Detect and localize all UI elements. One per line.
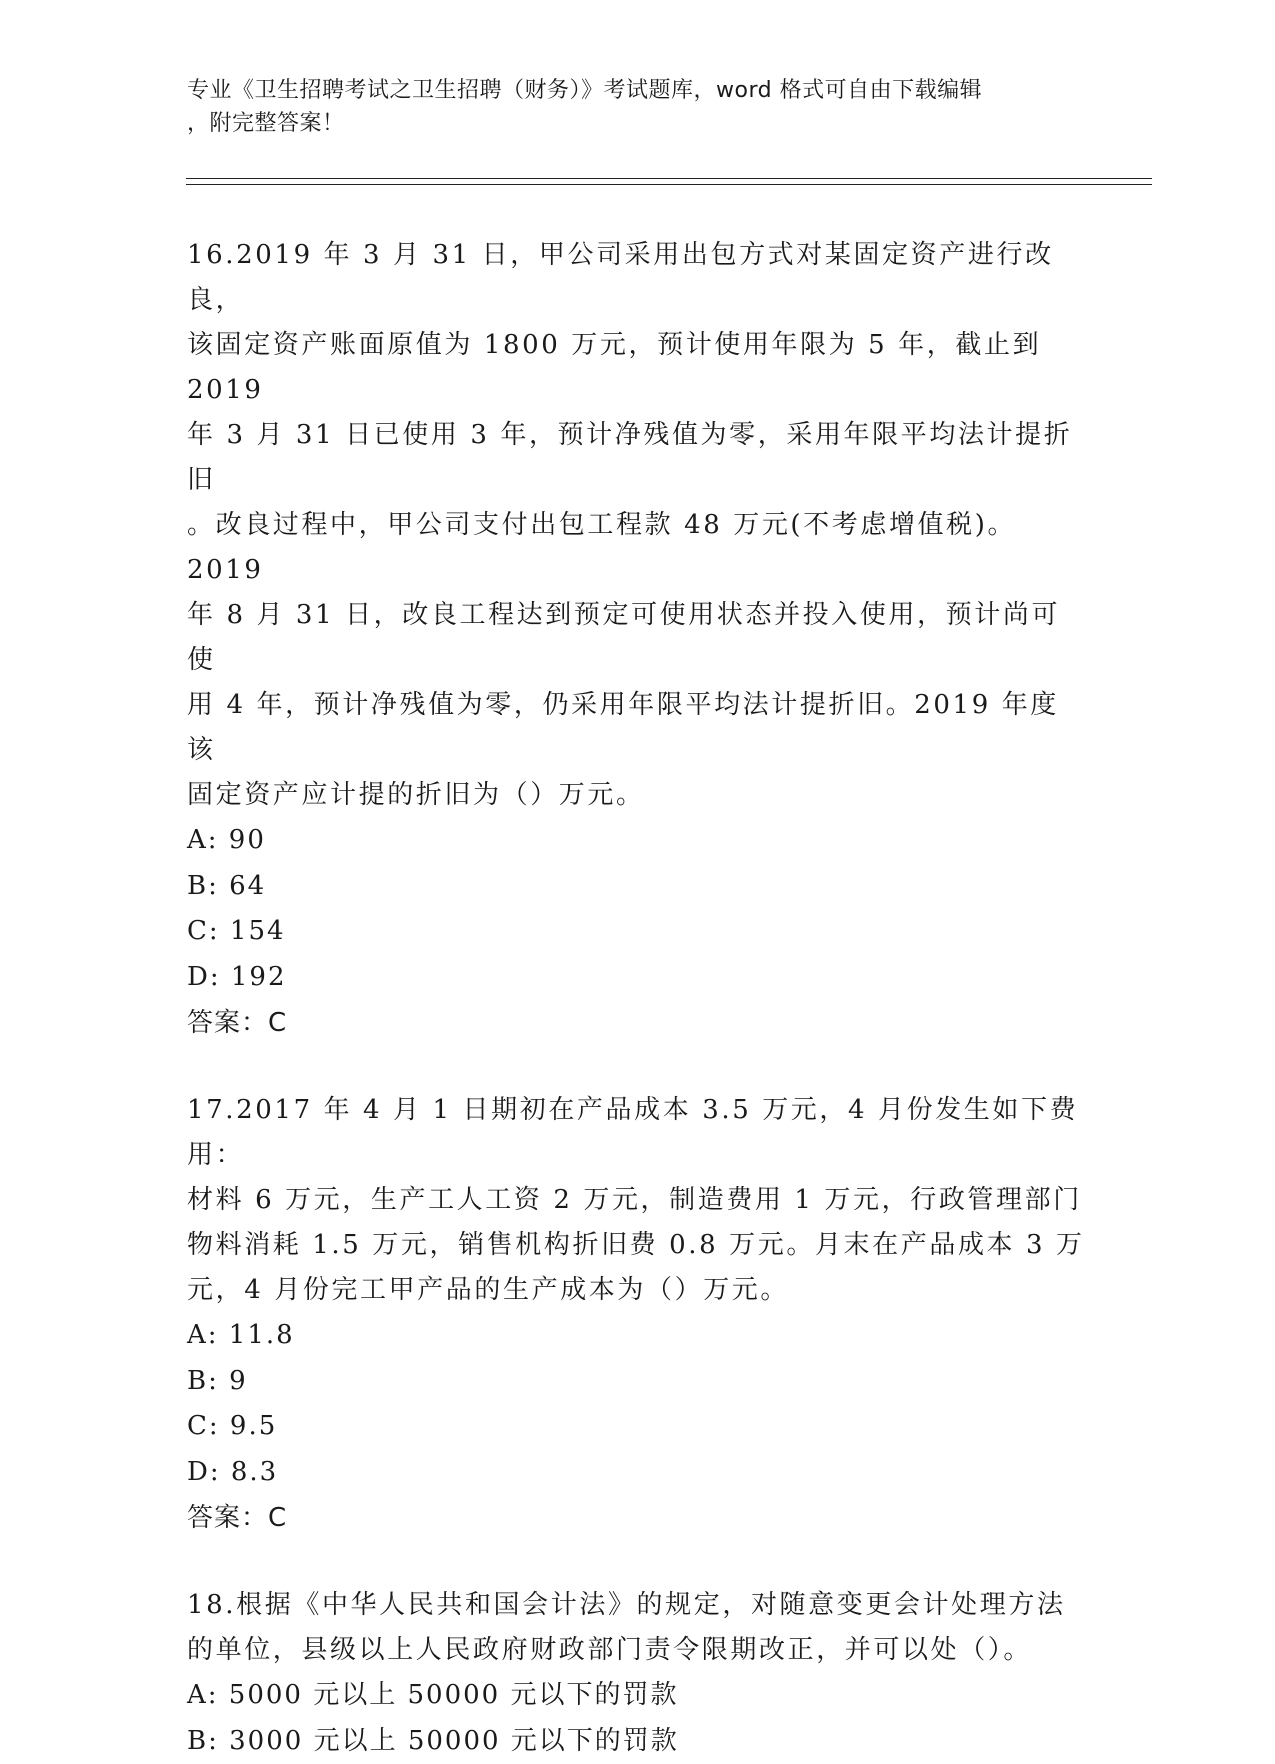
option-a: A: 90: [187, 818, 1087, 864]
answer: 答案：C: [187, 1000, 1087, 1046]
document-header: [187, 74, 1067, 140]
stem-line: 。改良过程中，甲公司支付出包工程款 48 万元(不考虑增值税)。2019: [187, 503, 1087, 593]
spacer: [187, 1541, 1087, 1583]
option-a: A: 11.8: [187, 1313, 1087, 1359]
option-b: B: 3000 元以上 50000 元以下的罚款: [187, 1719, 1087, 1764]
option-b: B: 64: [187, 864, 1087, 910]
option-b: B: 9: [187, 1359, 1087, 1405]
stem-line: 用 4 年，预计净残值为零，仍采用年限平均法计提折旧。2019 年度该: [187, 683, 1087, 773]
header-line-2: ，附完整答案！: [187, 107, 1067, 140]
header-divider-top: [186, 178, 1152, 179]
stem-line: 该固定资产账面原值为 1800 万元，预计使用年限为 5 年，截止到 2019: [187, 323, 1087, 413]
question-stem: [187, 233, 1087, 818]
stem-line: 16.2019 年 3 月 31 日，甲公司采用出包方式对某固定资产进行改良，: [187, 233, 1087, 323]
question-stem: [187, 1583, 1087, 1673]
option-d: D: 8.3: [187, 1450, 1087, 1496]
stem-line: 年 8 月 31 日，改良工程达到预定可使用状态并投入使用，预计尚可使: [187, 593, 1087, 683]
question-16: [187, 233, 1087, 1046]
stem-line: 年 3 月 31 日已使用 3 年，预计净残值为零，采用年限平均法计提折旧: [187, 413, 1087, 503]
option-a: A: 5000 元以上 50000 元以下的罚款: [187, 1673, 1087, 1719]
header-divider-bottom: [186, 184, 1152, 185]
stem-line: 18.根据《中华人民共和国会计法》的规定，对随意变更会计处理方法: [187, 1583, 1087, 1628]
question-17: [187, 1088, 1087, 1541]
option-c: C: 154: [187, 909, 1087, 955]
option-d: D: 192: [187, 955, 1087, 1001]
question-18: [187, 1583, 1087, 1764]
stem-line: 物料消耗 1.5 万元，销售机构折旧费 0.8 万元。月末在产品成本 3 万: [187, 1223, 1087, 1268]
question-stem: [187, 1088, 1087, 1313]
option-c: C: 9.5: [187, 1404, 1087, 1450]
answer: 答案：C: [187, 1495, 1087, 1541]
stem-line: 17.2017 年 4 月 1 日期初在产品成本 3.5 万元，4 月份发生如下费用：: [187, 1088, 1087, 1178]
stem-line: 材料 6 万元，生产工人工资 2 万元，制造费用 1 万元，行政管理部门: [187, 1178, 1087, 1223]
question-list: [187, 233, 1087, 1764]
stem-line: 的单位，县级以上人民政府财政部门责令限期改正，并可以处（）。: [187, 1628, 1087, 1673]
header-line-1: 专业《卫生招聘考试之卫生招聘（财务）》考试题库，word 格式可自由下载编辑: [187, 74, 1067, 107]
stem-line: 固定资产应计提的折旧为（）万元。: [187, 773, 1087, 818]
spacer: [187, 1046, 1087, 1088]
stem-line: 元，4 月份完工甲产品的生产成本为（）万元。: [187, 1268, 1087, 1313]
